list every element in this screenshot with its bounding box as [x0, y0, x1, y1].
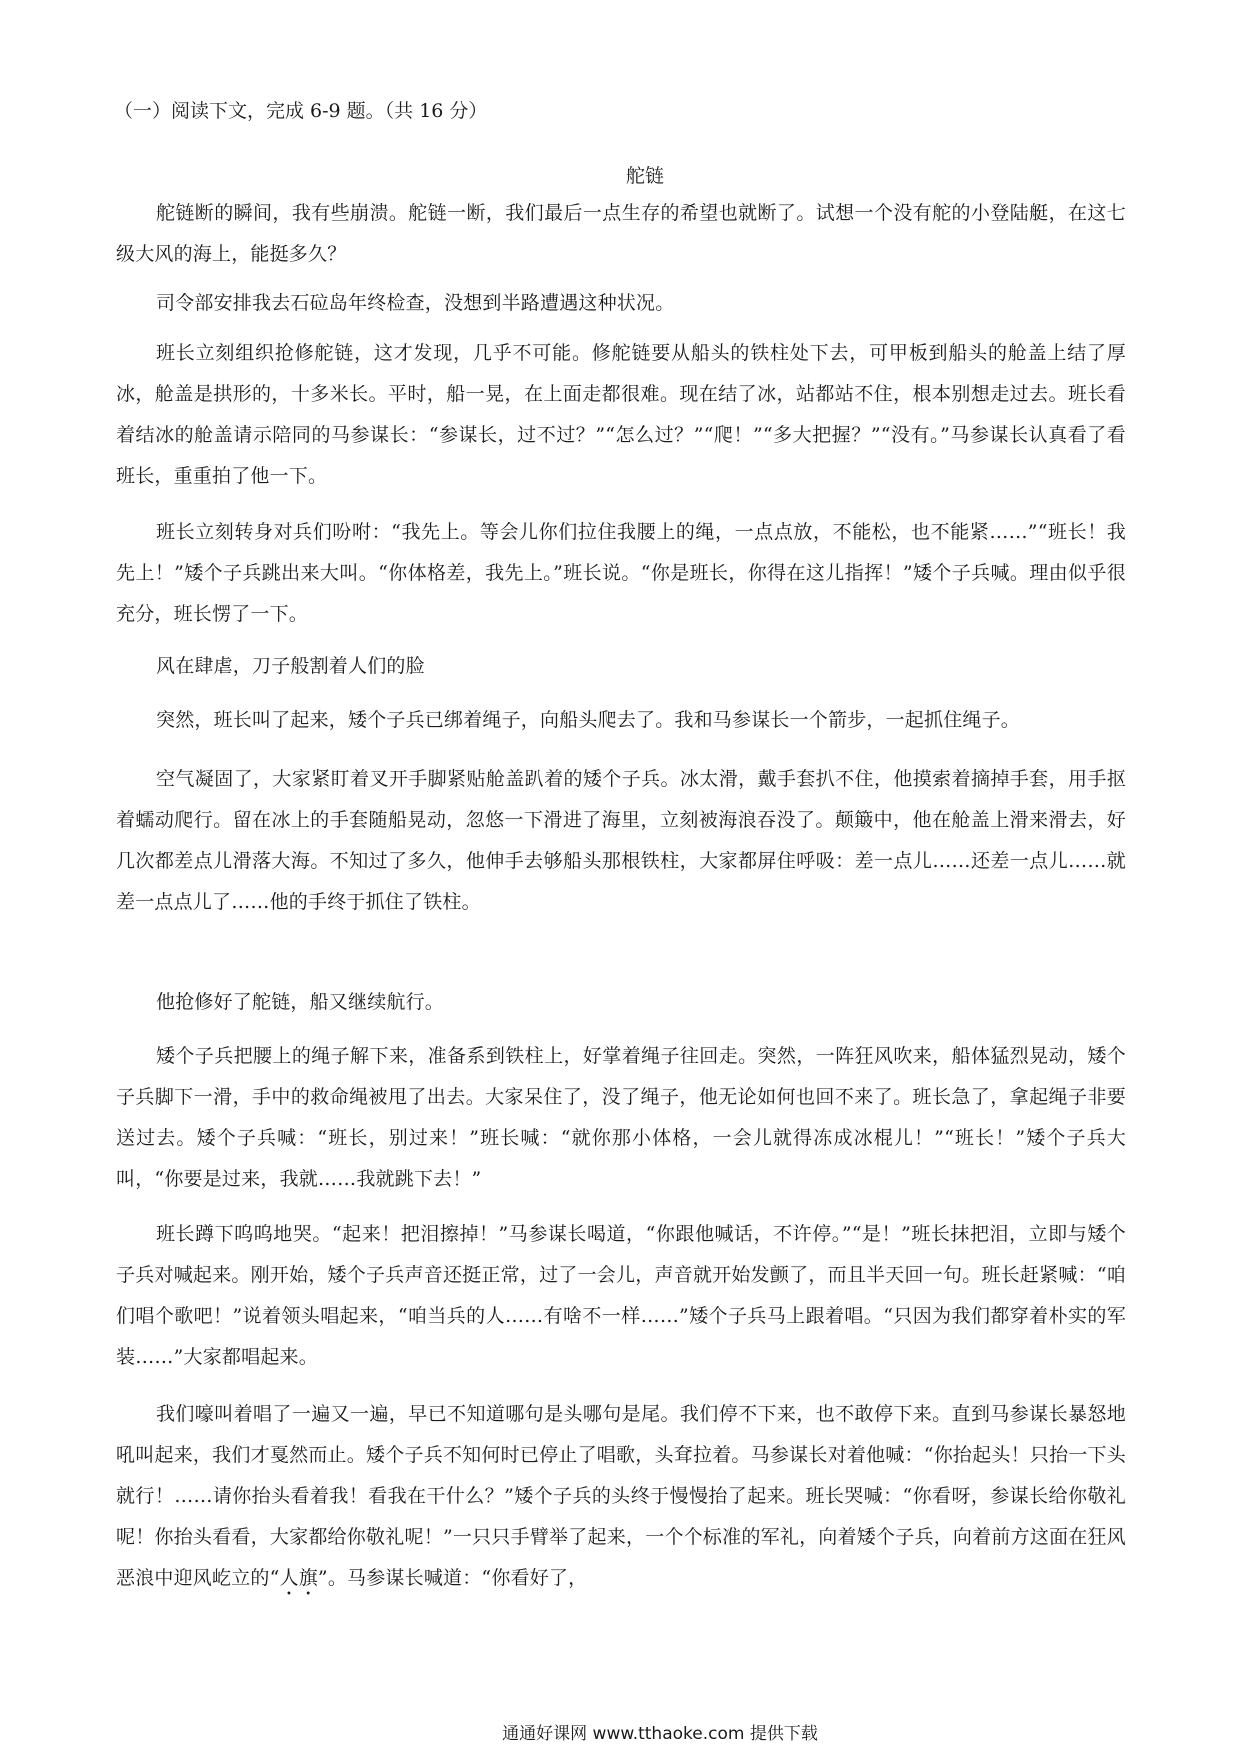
article-title-text: 舵链: [625, 165, 664, 187]
paragraph-11: [116, 1394, 1126, 1600]
paragraph-10: 班长蹲下呜呜地哭。“起来！把泪擦掉！”马参谋长喝道，“你跟他喊话，不许停。”“是！”班长抹把泪，立即与矮个子兵对喊起来。刚开始，矮个子兵声音还挺正常，过了一会儿，声音就开始发颤了，而且半天回一句。班长赶紧喊：“咱们唱个歌吧！”说着领头唱起来，“咱当兵的人……有啥不一样……”矮个子兵马上跟着唱。“只因为我们都穿着朴实的军装……”大家都唱起来。: [116, 1223, 1126, 1368]
paragraph-4: 班长立刻转身对兵们吩咐：“我先上。等会儿你们拉住我腰上的绳，一点点放，不能松，也不能紧……”“班长！我先上！”矮个子兵跳出来大叫。“你体格差，我先上。”班长说。“你是班长，你得在这儿指挥！”矮个子兵喊。理由似乎很充分，班长愣了一下。: [116, 521, 1126, 625]
paragraph-2: 司令部安排我去石砬岛年终检查，没想到半路遭遇这种状况。: [156, 292, 675, 314]
paragraph-3: 班长立刻组织抢修舵链，这才发现，几乎不可能。修舵链要从船头的铁柱处下去，可甲板到船头的舱盖上结了厚冰，舱盖是拱形的，十多米长。平时，船一晃，在上面走都很难。现在结了冰，站都站不住，根本别想走过去。班长看着结冰的舱盖请示陪同的马参谋长：“参谋长，过不过？”“怎么过？”“爬！”“多大把握？”“没有。”马参谋长认真看了看班长，重重拍了他一下。: [116, 342, 1126, 487]
paragraph-7: 空气凝固了，大家紧盯着叉开手脚紧贴舱盖趴着的矮个子兵。冰太滑，戴手套扒不住，他摸索着摘掉手套，用手抠着蠕动爬行。留在冰上的手套随船晃动，忽悠一下滑进了海里，立刻被海浪吞没了。颠簸中，他在舱盖上滑来滑去，好几次都差点儿滑落大海。不知过了多久，他伸手去够船头那根铁柱，大家都屏住呼吸：差一点儿……还差一点儿……就差一点点儿了……他的手终于抓住了铁柱。: [116, 768, 1126, 913]
paragraph-8: 他抢修好了舵链，船又继续航行。: [156, 991, 445, 1013]
footer-text: 通通好课网 www.tthaoke.com 提供下载: [502, 1724, 818, 1744]
emphasized-word: 人旗: [279, 1567, 318, 1589]
paragraph-5: 风在肆虐，刀子般割着人们的脸: [156, 655, 425, 677]
paragraph-11-text-start: 我们嚎叫着唱了一遍又一遍，早已不知道哪句是头哪句是尾。我们停不下来，也不敢停下来。直到马参谋长暴怒地吼叫起来，我们才戛然而止。矮个子兵不知何时已停止了唱歌，头耷拉着。马参谋长对着他喊：“你抬起头！只抬一下头就行！……请你抬头看着我！看我在干什么？”矮个子兵的头终于慢慢抬了起来。班长哭喊：“你看呀，参谋长给你敬礼呢！你抬头看看，大家都给你敬礼呢！”一只只手臂举了起来，一个个标准的军礼，向着矮个子兵，向着前方这面在狂风恶浪中迎风屹立的“: [116, 1403, 1126, 1589]
paragraph-9: 矮个子兵把腰上的绳子解下来，准备系到铁柱上，好掌着绳子往回走。突然，一阵狂风吹来，船体猛烈晃动，矮个子兵脚下一滑，手中的救命绳被甩了出去。大家呆住了，没了绳子，他无论如何也回不来了。班长急了，拿起绳子非要送过去。矮个子兵喊：“班长，别过来！”班长喊：“就你那小体格，一会儿就得冻成冰棍儿！”“班长！”矮个子兵大叫，“你要是过来，我就……我就跳下去！”: [116, 1045, 1126, 1190]
paragraph-6: 突然，班长叫了起来，矮个子兵已绑着绳子，向船头爬去了。我和马参谋长一个箭步，一起抓住绳子。: [156, 709, 1021, 731]
paragraph-1: 舵链断的瞬间，我有些崩溃。舵链一断，我们最后一点生存的希望也就断了。试想一个没有舵的小登陆艇，在这七级大风的海上，能挺多久？: [116, 202, 1126, 265]
page-footer: [0, 1723, 1240, 1745]
article-title: [0, 163, 1240, 189]
paragraph-11-text-end: ”。马参谋长喊道：“你看好了，: [317, 1567, 588, 1589]
section-heading: （一）阅读下文，完成 6-9 题。（共 16 分）: [114, 100, 488, 122]
